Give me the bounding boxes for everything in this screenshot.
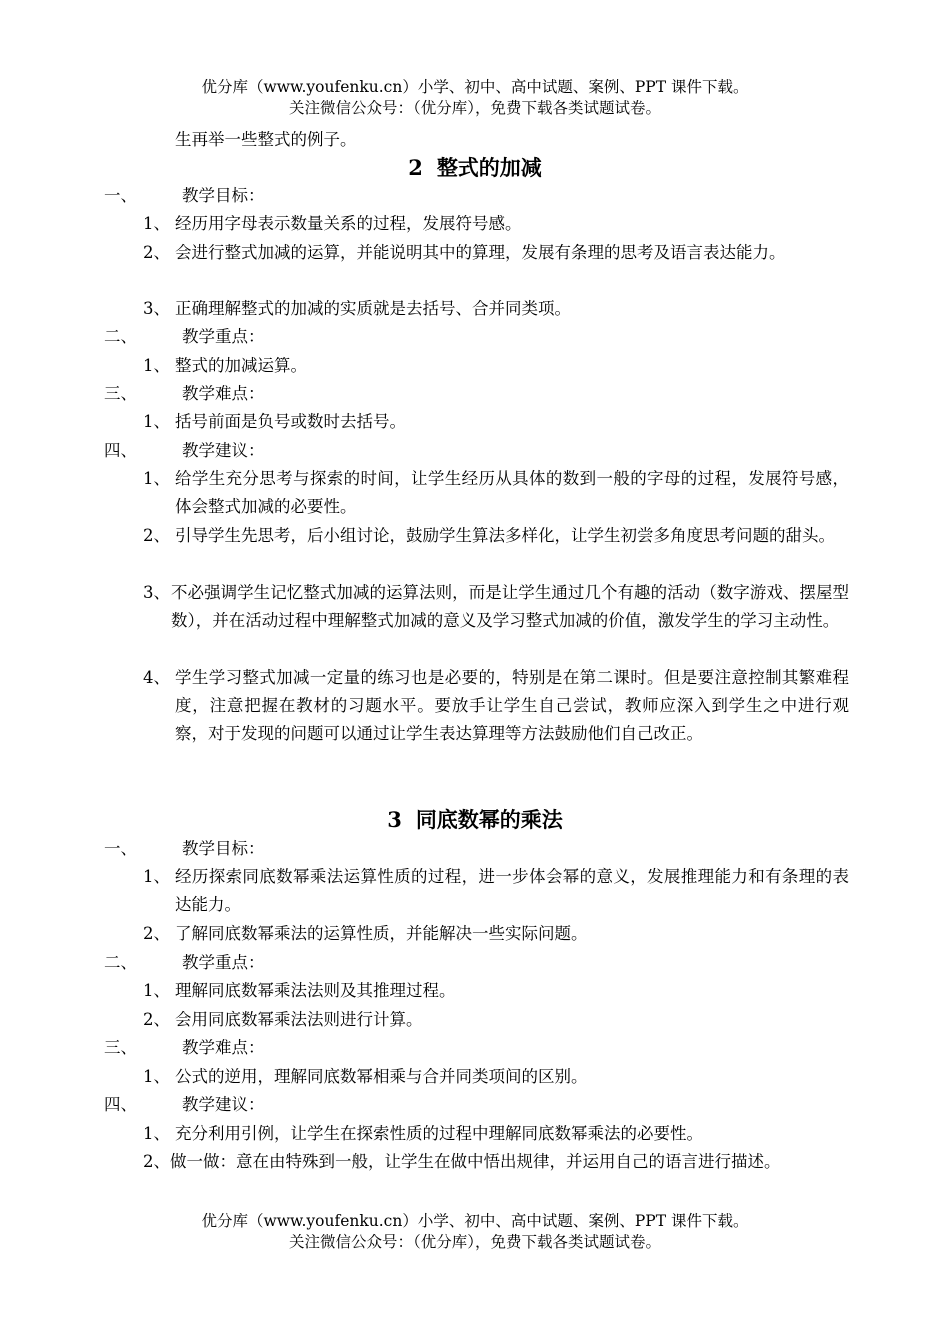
item-text: 经历用字母表示数量关系的过程，发展符号感。 <box>175 214 522 233</box>
item-number: 1、 <box>143 1067 170 1086</box>
lesson-2-title <box>0 153 950 183</box>
page-header <box>0 77 950 119</box>
section-label: 教学目标： <box>182 186 265 205</box>
section-label: 教学重点： <box>182 953 265 972</box>
item-number: 1、 <box>143 469 170 488</box>
list-item <box>143 465 849 521</box>
section-number: 四、 <box>104 1095 137 1114</box>
item-text: 正确理解整式的加减的实质就是去括号、合并同类项。 <box>175 299 571 318</box>
item-text: 不必强调学生记忆整式加减的运算法则，而是让学生通过几个有趣的活动（数字游戏、摆屋型数），并在活动过程中理解整式加减的意义及学习整式加减的价值，激发学生的学习主动性。 <box>171 583 849 630</box>
item-text: 学生学习整式加减一定量的练习也是必要的，特别是在第二课时。但是要注意控制其繁难程度，注意把握在教材的习题水平。要放手让学生自己尝试，教师应深入到学生之中进行观察，对于发现的问题可以通过让学生表达算理等方法鼓励他们自己改正。 <box>175 668 849 743</box>
item-text: 充分利用引例，让学生在探索性质的过程中理解同底数幂乘法的必要性。 <box>175 1124 703 1143</box>
section-number: 一、 <box>104 839 137 858</box>
list-item <box>143 1063 849 1091</box>
item-text: 会用同底数幂乘法法则进行计算。 <box>175 1010 423 1029</box>
lesson-2-title-text: 整式的加减 <box>436 155 542 180</box>
list-item <box>143 352 849 380</box>
footer-line-1: 优分库（www.youfenku.cn）小学、初中、高中试题、案例、PPT 课件下载。 <box>201 1212 749 1230</box>
section-label: 教学建议： <box>182 1095 265 1114</box>
item-number: 2、 <box>143 1010 170 1029</box>
list-item <box>143 522 849 550</box>
header-line-2: 关注微信公众号：（优分库），免费下载各类试题试卷。 <box>288 99 661 117</box>
item-text: 理解同底数幂乘法法则及其推理过程。 <box>175 981 456 1000</box>
list-item <box>143 579 849 635</box>
section-number: 三、 <box>104 384 137 403</box>
item-text: 会进行整式加减的运算，并能说明其中的算理，发展有条理的思考及语言表达能力。 <box>175 243 786 262</box>
section-label: 教学难点： <box>182 384 265 403</box>
item-number: 2、 <box>143 243 170 262</box>
list-item <box>143 408 849 436</box>
item-text: 整式的加减运算。 <box>175 356 307 375</box>
lesson-3-title <box>0 805 950 835</box>
section-number: 二、 <box>104 953 137 972</box>
section-label: 教学难点： <box>182 1038 265 1057</box>
section-label: 教学重点： <box>182 327 265 346</box>
section-number: 四、 <box>104 441 137 460</box>
list-item <box>143 664 849 748</box>
section-number: 三、 <box>104 1038 137 1057</box>
lesson-3-title-text: 同底数幂的乘法 <box>415 807 563 832</box>
item-number: 1、 <box>143 412 170 431</box>
item-number: 2、 <box>143 526 170 545</box>
item-text: 括号前面是负号或数时去括号。 <box>175 412 406 431</box>
section-number: 一、 <box>104 186 137 205</box>
item-number: 1、 <box>143 356 170 375</box>
item-number: 1、 <box>143 981 170 1000</box>
list-item <box>143 863 849 919</box>
paragraph: 2、做一做：意在由特殊到一般，让学生在做中悟出规律，并运用自己的语言进行描述。 <box>143 1152 781 1171</box>
item-number: 1、 <box>143 214 170 233</box>
item-number: 3、 <box>143 299 170 318</box>
lesson-3-number: 3 <box>387 807 402 832</box>
section-number: 二、 <box>104 327 137 346</box>
continuation-line: 生再举一些整式的例子。 <box>175 130 357 149</box>
list-item <box>143 977 849 1005</box>
item-text: 了解同底数幂乘法的运算性质，并能解决一些实际问题。 <box>175 924 588 943</box>
list-item <box>143 295 849 323</box>
list-item <box>143 210 849 238</box>
section-label: 教学目标： <box>182 839 265 858</box>
list-item <box>143 1120 849 1148</box>
item-number: 2、 <box>143 924 170 943</box>
list-item <box>143 1006 849 1034</box>
item-number: 3、 <box>143 583 170 602</box>
item-number: 1、 <box>143 1124 170 1143</box>
list-item <box>143 239 849 267</box>
item-text: 公式的逆用，理解同底数幂相乘与合并同类项间的区别。 <box>175 1067 588 1086</box>
item-text: 给学生充分思考与探索的时间，让学生经历从具体的数到一般的字母的过程，发展符号感，体会整式加减的必要性。 <box>175 469 849 516</box>
item-text: 经历探索同底数幂乘法运算性质的过程，进一步体会幂的意义，发展推理能力和有条理的表达能力。 <box>175 867 849 914</box>
list-item <box>143 920 849 948</box>
item-text: 引导学生先思考，后小组讨论，鼓励学生算法多样化，让学生初尝多角度思考问题的甜头。 <box>175 526 835 545</box>
item-number: 4、 <box>143 668 170 687</box>
lesson-2-number: 2 <box>408 155 423 180</box>
page-footer <box>0 1211 950 1253</box>
section-label: 教学建议： <box>182 441 265 460</box>
item-number: 1、 <box>143 867 170 886</box>
footer-line-2: 关注微信公众号：（优分库），免费下载各类试题试卷。 <box>288 1233 661 1251</box>
header-line-1: 优分库（www.youfenku.cn）小学、初中、高中试题、案例、PPT 课件下载。 <box>201 78 749 96</box>
